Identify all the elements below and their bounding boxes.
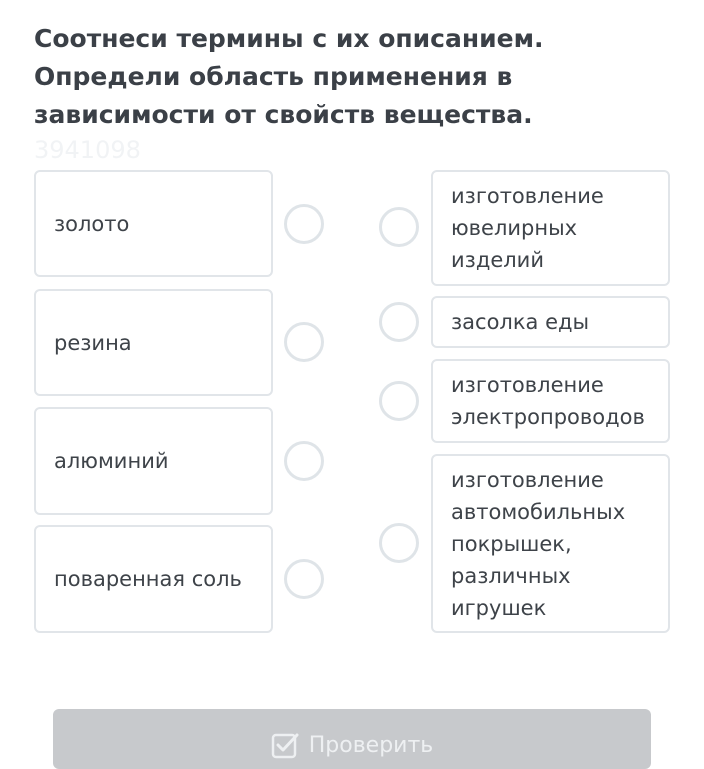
checkbox-check-icon bbox=[271, 731, 299, 759]
description-connector-dot[interactable] bbox=[379, 207, 419, 247]
term-connector-dot[interactable] bbox=[284, 559, 324, 599]
check-button[interactable] bbox=[53, 709, 651, 769]
term-card-gold[interactable] bbox=[34, 170, 273, 277]
term-connector-dot[interactable] bbox=[284, 322, 324, 362]
description-connector-dot[interactable] bbox=[379, 381, 419, 421]
description-label: изготовление автомобильных покрышек, различных игрушек bbox=[451, 467, 626, 620]
description-connector-dot[interactable] bbox=[379, 302, 419, 342]
check-button-label: Проверить bbox=[308, 733, 434, 758]
term-card-salt[interactable] bbox=[34, 525, 273, 633]
description-card-salting[interactable] bbox=[431, 296, 670, 348]
term-card-rubber[interactable] bbox=[34, 289, 273, 396]
term-card-aluminium[interactable] bbox=[34, 407, 273, 515]
description-card-wires[interactable] bbox=[431, 359, 670, 443]
description-card-tires-toys[interactable] bbox=[431, 454, 670, 633]
description-card-jewelry[interactable] bbox=[431, 170, 670, 286]
term-label: поваренная соль bbox=[54, 567, 242, 591]
description-label: изготовление электропроводов bbox=[451, 373, 645, 429]
description-connector-dot[interactable] bbox=[379, 523, 419, 563]
term-connector-dot[interactable] bbox=[284, 441, 324, 481]
description-label: засолка еды bbox=[451, 310, 590, 334]
term-label: золото bbox=[54, 211, 130, 236]
term-connector-dot[interactable] bbox=[284, 204, 324, 244]
task-id: 3941098 bbox=[34, 136, 141, 164]
term-label: резина bbox=[54, 330, 132, 355]
task-title: Соотнеси термины с их описанием. Определи область применения в зависимости от свойств вещества. bbox=[34, 24, 544, 129]
term-label: алюминий bbox=[54, 449, 169, 473]
description-label: изготовление ювелирных изделий bbox=[451, 184, 604, 272]
